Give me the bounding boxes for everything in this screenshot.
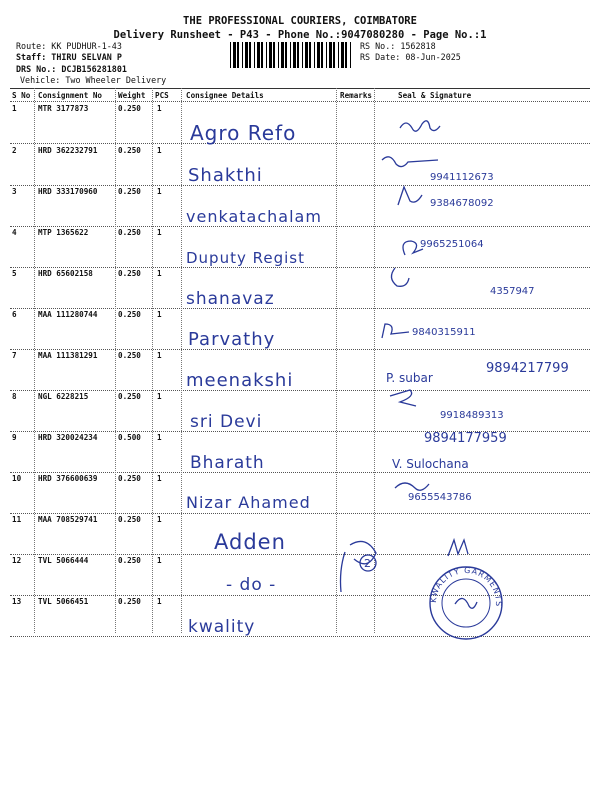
row-sno: 4 [12,228,17,237]
svg-text:KWALITY GARMENTS: KWALITY GARMENTS [428,565,504,608]
row-sno: 13 [12,597,22,606]
row-weight: 0.250 [118,597,141,606]
annotation-arrow [350,541,376,563]
row-sno: 3 [12,187,17,196]
row-consignment-no: TVL 5066444 [38,556,89,565]
row-consignment-no: MAA 708529741 [38,515,98,524]
consignee-handwritten: Bharath [190,453,265,473]
row-pcs: 1 [157,228,162,237]
row-consignment-no: MAA 111280744 [38,310,98,319]
signature-scribble [390,390,416,406]
consignee-handwritten: Parvathy [188,329,276,350]
consignee-handwritten: Nizar Ahamed [186,493,311,512]
row-consignment-no: HRD 65602158 [38,269,93,278]
signature-scribble [391,268,409,286]
row-pcs: 1 [157,433,162,442]
signature-handwritten: P. subar [386,371,433,385]
signature-scribble [398,187,422,205]
row-consignment-no: MTR 3177873 [38,104,89,113]
phone-handwritten: 9965251064 [420,239,484,250]
phone-handwritten: 9894217799 [486,361,569,376]
col-header-consignment: Consignment No [38,91,103,100]
row-pcs: 1 [157,269,162,278]
row-sno: 5 [12,269,17,278]
route-label: Route: KK PUDHUR-1-43 [16,41,122,51]
phone-handwritten: 9918489313 [440,410,504,421]
signature-scribble [382,324,409,338]
col-header-seal-signature: Seal & Signature [398,91,472,100]
consignee-handwritten: Agro Refo [190,121,297,145]
row-weight: 0.250 [118,474,141,483]
row-pcs: 1 [157,351,162,360]
row-pcs: 1 [157,187,162,196]
row-weight: 0.250 [118,269,141,278]
row-consignment-no: HRD 333170960 [38,187,98,196]
row-sno: 1 [12,104,17,113]
col-header-pcs: PCS [155,91,169,100]
row-sno: 7 [12,351,17,360]
consignee-handwritten: Duputy Regist [186,249,305,267]
row-weight: 0.250 [118,187,141,196]
consignee-handwritten: sri Devi [190,412,263,432]
row-weight: 0.250 [118,556,141,565]
phone-handwritten: 9655543786 [408,492,472,503]
row-sno: 12 [12,556,22,565]
rs-number: RS No.: 1562818 [360,41,436,51]
row-consignment-no: NGL 6228215 [38,392,89,401]
row-weight: 0.250 [118,146,141,155]
row-consignment-no: TVL 5066451 [38,597,89,606]
row-consignment-no: HRD 376600639 [38,474,98,483]
signature-scribble [400,121,440,131]
row-weight: 0.250 [118,392,141,401]
phone-handwritten: 4357947 [490,286,535,297]
row-consignment-no: HRD 362232791 [38,146,98,155]
phone-handwritten: 9384678092 [430,198,494,209]
signature-scribble [395,483,429,490]
row-pcs: 1 [157,597,162,606]
company-title: THE PROFESSIONAL COURIERS, COIMBATORE [183,15,417,27]
phone-handwritten: 9840315911 [412,327,476,338]
drs-number: DRS No.: DCJB156281801 [16,64,127,74]
row-pcs: 1 [157,310,162,319]
consignee-handwritten: Shakthi [188,165,263,186]
staff-label: Staff: THIRU SELVAN P [16,52,122,62]
row-weight: 0.250 [118,310,141,319]
phone-handwritten: 9941112673 [430,172,494,183]
runsheet-title: Delivery Runsheet - P43 - Phone No.:9047080280 - Page No.:1 [113,29,487,41]
row-consignment-no: MAA 111381291 [38,351,98,360]
signature-handwritten: V. Sulochana [392,457,469,471]
consignee-handwritten: Adden [214,530,286,554]
row-weight: 0.250 [118,228,141,237]
signature-scribble [382,157,438,167]
row-sno: 9 [12,433,17,442]
svg-text:2: 2 [364,557,371,570]
col-header-weight: Weight [118,91,146,100]
kwality-stamp [429,566,503,639]
col-header-consignee: Consignee Details [186,91,264,100]
annotation-arrow [341,552,346,592]
row-weight: 0.250 [118,515,141,524]
consignee-handwritten: - do - [226,575,277,595]
row-consignment-no: HRD 320024234 [38,433,98,442]
rs-date: RS Date: 08-Jun-2025 [360,52,461,62]
col-header-sno: S No [12,91,31,100]
signature-scribble [448,540,468,556]
phone-handwritten: 9894177959 [424,431,507,446]
consignee-handwritten: kwality [188,617,256,637]
row-sno: 8 [12,392,17,401]
row-pcs: 1 [157,146,162,155]
consignee-handwritten: meenakshi [186,370,294,391]
row-weight: 0.250 [118,104,141,113]
col-header-remarks: Remarks [340,91,373,100]
row-weight: 0.500 [118,433,141,442]
row-sno: 2 [12,146,17,155]
row-pcs: 1 [157,515,162,524]
row-sno: 11 [12,515,22,524]
vehicle-label: Vehicle: Two Wheeler Delivery [20,75,167,85]
row-consignment-no: MTP 1365622 [38,228,89,237]
consignee-handwritten: shanavaz [186,289,275,309]
row-pcs: 1 [157,556,162,565]
row-pcs: 1 [157,392,162,401]
consignee-handwritten: venkatachalam [186,207,322,226]
row-sno: 10 [12,474,22,483]
row-sno: 6 [12,310,17,319]
row-pcs: 1 [157,474,162,483]
row-weight: 0.250 [118,351,141,360]
row-pcs: 1 [157,104,162,113]
